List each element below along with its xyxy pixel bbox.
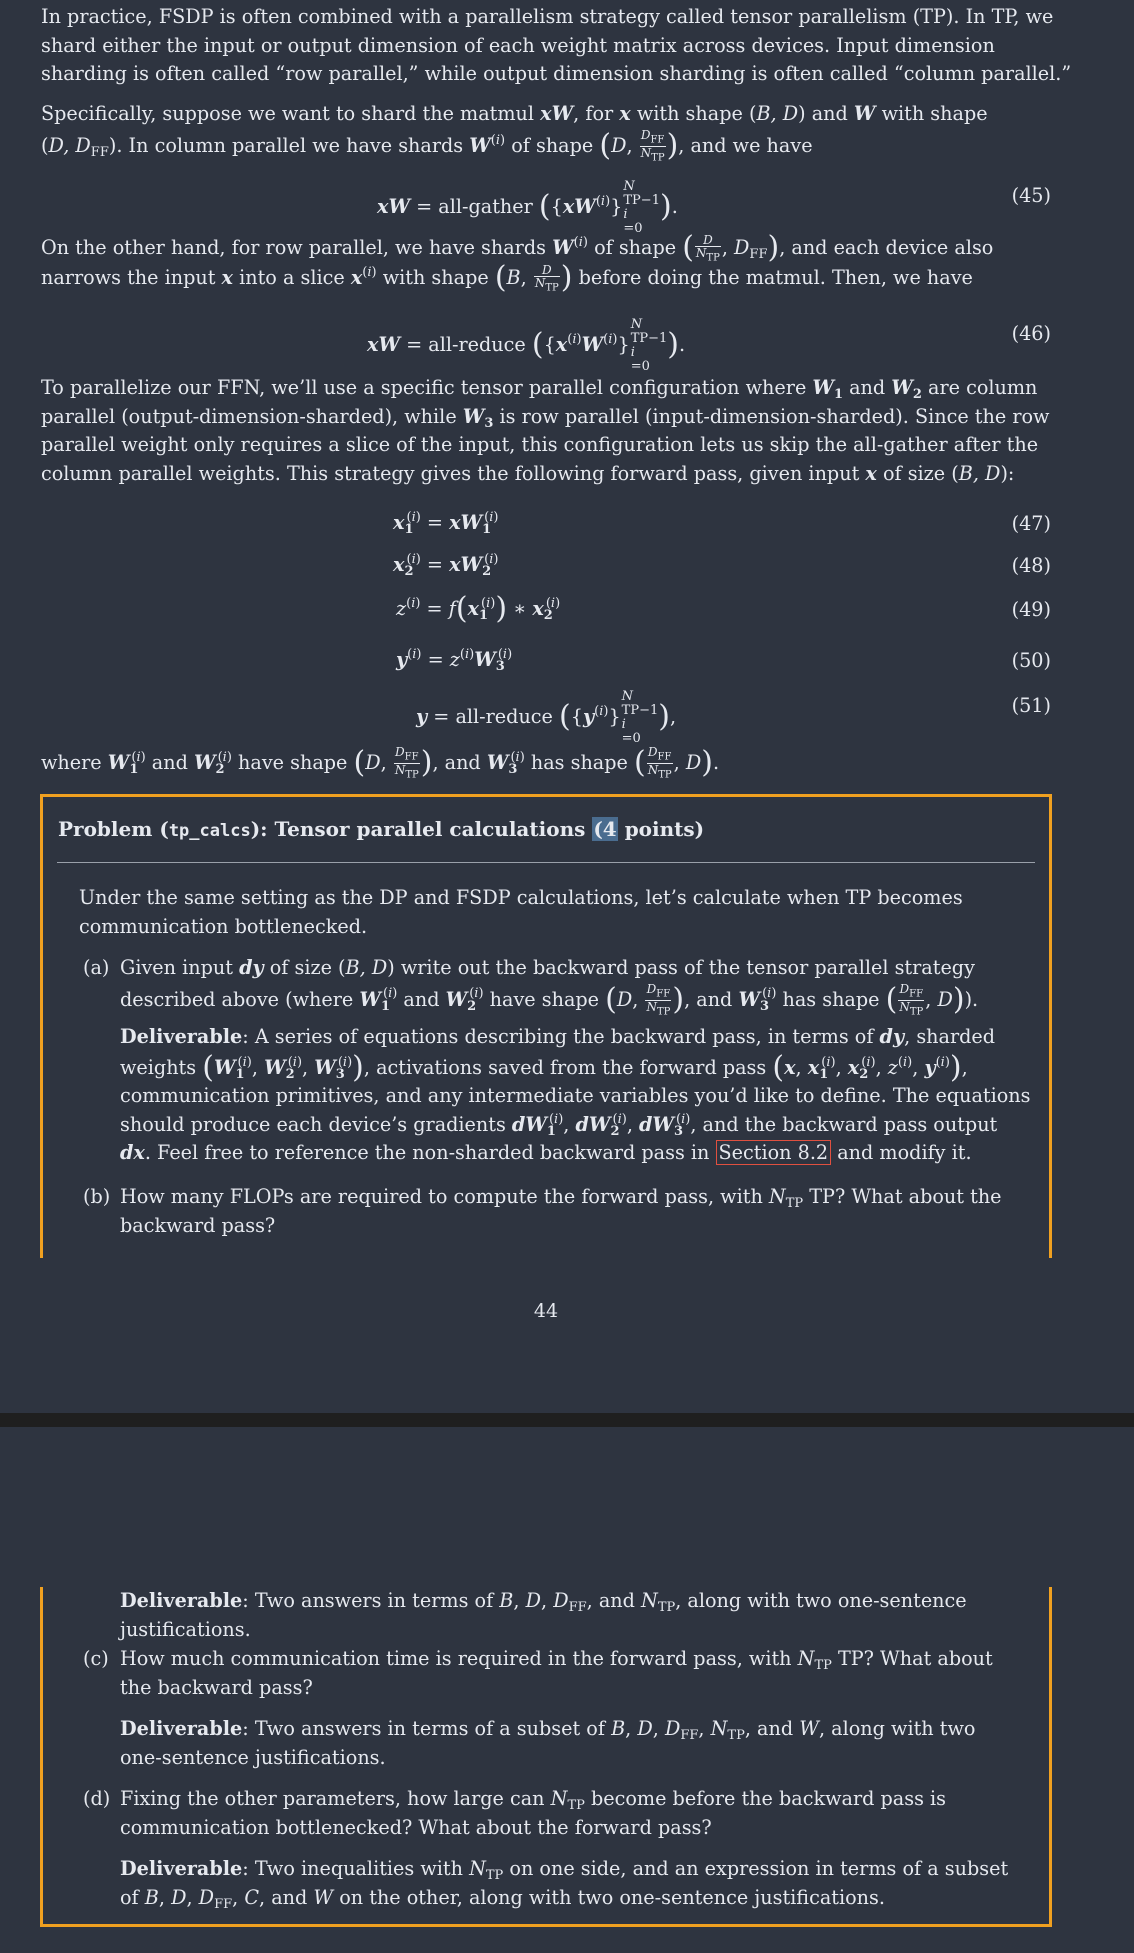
row-parallel-paragraph bbox=[41, 230, 1071, 296]
problem-box bbox=[40, 794, 1052, 1258]
intro-line-3: sharding is often called “row parallel,” while output dimension sharding is often called “column parallel.” bbox=[41, 62, 1072, 86]
ffn-line-1: To parallelize our FFN, we’ll use a specific tensor parallel configuration where $W_1$ and $W_2$ are column bbox=[41, 376, 1038, 402]
equation-49: $z^{(i)} = f(x_1^{(i)})$ ∗ $x_2^{(i)}$ bbox=[396, 591, 561, 626]
specifically-line-1: Specifically, suppose we want to shard the matmul xW, for x with shape (B, D) and W with shape bbox=[41, 102, 988, 125]
row-parallel-line-2: narrows the input x into a slice $x^{(i)}$ with shape (B, $\frac{D}{N_{TP}}$ ) before doing the matmul. Then, we have bbox=[41, 260, 973, 296]
problem-box-continued bbox=[40, 1587, 1052, 1927]
ffn-line-4: column parallel weights. This strategy gives the following forward pass, given input x of size (B, D): bbox=[41, 461, 1015, 485]
equation-46: xW = all-reduce ($\{x^{(i)}W^{(i)}\}$ N TP−1 i =0 ). bbox=[367, 317, 686, 374]
page-number: 44 bbox=[533, 1300, 559, 1322]
equation-45: xW = all-gather ($\{xW^{(i)}\}$ N TP−1 i =0 ). bbox=[377, 179, 678, 236]
page-gap bbox=[0, 1413, 1134, 1427]
equation-number-48: (48) bbox=[1011, 554, 1051, 577]
part-c-label: (c) bbox=[83, 1647, 109, 1670]
part-b-label: (b) bbox=[83, 1185, 111, 1208]
intro-line-2: shard either the input or output dimension of each weight matrix across devices. Input dimension bbox=[41, 33, 995, 57]
part-b-question: How many FLOPs are required to compute the forward pass, with $N_{TP}$ TP? What about the backward pass? bbox=[120, 1185, 1002, 1237]
part-d-label: (d) bbox=[83, 1787, 111, 1810]
equation-47: $x_1^{(i)} = xW_1^{(i)}$ bbox=[393, 510, 499, 537]
where-paragraph bbox=[41, 746, 1071, 782]
problem-title-rule bbox=[57, 862, 1035, 863]
equation-number-47: (47) bbox=[1011, 512, 1051, 535]
equation-number-46: (46) bbox=[1011, 322, 1051, 345]
equation-number-49: (49) bbox=[1011, 598, 1051, 621]
part-d-question: Fixing the other parameters, how large can $N_{TP}$ become before the backward pass is communication bottlenecked? What about the forward pass? bbox=[120, 1787, 947, 1839]
specifically-line-2: (D, $D_{FF}$). In column parallel we have shards $W^{(i)}$ of shape (D, $\frac{D_{FF}}{N_{TP}}$ ), and we have bbox=[41, 127, 813, 164]
row-parallel-line-1: On the other hand, for row parallel, we have shards $W^{(i)}$ of shape ( $\frac{D}{N_{TP}}$ , $D_{FF}$), and each device also bbox=[41, 230, 994, 266]
equation-number-51: (51) bbox=[1011, 694, 1051, 717]
part-d-deliverable: Deliverable: Two inequalities with $N_{TP}$ on one side, and an expression in terms of a subset of B, D, $D_{FF}$, C, and W on the other, along with two one-sentence justifications. bbox=[120, 1857, 1009, 1912]
equation-48: $x_2^{(i)} = xW_2^{(i)}$ bbox=[393, 552, 499, 579]
part-b-deliverable: Deliverable: Two answers in terms of B, D, $D_{FF}$, and $N_{TP}$, along with two one-sentence justifications. bbox=[120, 1589, 967, 1641]
intro-paragraph bbox=[41, 3, 1071, 89]
part-a-label: (a) bbox=[83, 956, 110, 979]
where-line: where $W_1^{(i)}$ and $W_2^{(i)}$ have shape (D, $\frac{D_{FF}}{N_{TP}}$ ), and $W_3^{(i)}$ has shape ( $\frac{D_{FF}}{N_{TP}}$ , D). bbox=[41, 744, 720, 781]
problem-title: Problem (tp_calcs): Tensor parallel calculations (4 points) bbox=[58, 817, 705, 841]
equation-51: y = all-reduce ($\{y^{(i)}\}$ N TP−1 i =0 ), bbox=[416, 689, 677, 746]
equation-number-45: (45) bbox=[1011, 184, 1051, 207]
ffn-paragraph bbox=[41, 374, 1071, 488]
equation-number-50: (50) bbox=[1011, 649, 1051, 672]
part-a-deliverable: Deliverable: A series of equations describing the backward pass, in terms of dy, sharded weights ($W_1^{(i)}$, $W_2^{(i)}$, $W_3^{(i)}$), activations saved from the forward pass (x, $x_1^{(i)}$, $x_2^{(i)}$, $z^{(i)}$, $y^{(i)}$), communication primitives, and any intermediate variables you’d like to define. The equations should produce each device’s gradients $dW_1^{(i)}$, $dW_2^{(i)}$, $dW_3^{(i)}$, and the backward pass output dx. Feel free to reference the non-sharded backward pass in Section 8.2 and modify it. bbox=[120, 1025, 1031, 1165]
section-link[interactable]: Section 8.2 bbox=[716, 1140, 832, 1165]
specifically-paragraph bbox=[41, 100, 1071, 164]
problem-intro: Under the same setting as the DP and FSDP calculations, let’s calculate when TP becomes communication bottlenecked. bbox=[79, 886, 963, 938]
part-c-deliverable: Deliverable: Two answers in terms of a subset of B, D, $D_{FF}$, $N_{TP}$, and W, along with two one-sentence justifications. bbox=[120, 1717, 976, 1769]
ffn-line-2: parallel (output-dimension-sharded), while $W_3$ is row parallel (input-dimension-sharded). Since the row bbox=[41, 404, 1050, 431]
intro-line-1: In practice, FSDP is often combined with a parallelism strategy called tensor parallelism (TP). In TP, we bbox=[41, 5, 1054, 28]
part-a-question: Given input dy of size (B, D) write out the backward pass of the tensor parallel strategy described above (where $W_1^{(i)}$ and $W_2^{(i)}$ have shape (D, $\frac{D_{FF}}{N_{TP}}$ ), and $W_3^{(i)}$ has shape ( $\frac{D_{FF}}{N_{TP}}$ , D)). bbox=[120, 956, 979, 1018]
ffn-line-3: parallel weight only requires a slice of the input, this configuration lets us skip the all-gather after the bbox=[41, 433, 1039, 457]
equation-50: $y^{(i)} = z^{(i)}W_3^{(i)}$ bbox=[396, 647, 513, 674]
part-c-question: How much communication time is required in the forward pass, with $N_{TP}$ TP? What about the backward pass? bbox=[120, 1647, 993, 1699]
highlighted-text: (4 bbox=[593, 817, 617, 841]
